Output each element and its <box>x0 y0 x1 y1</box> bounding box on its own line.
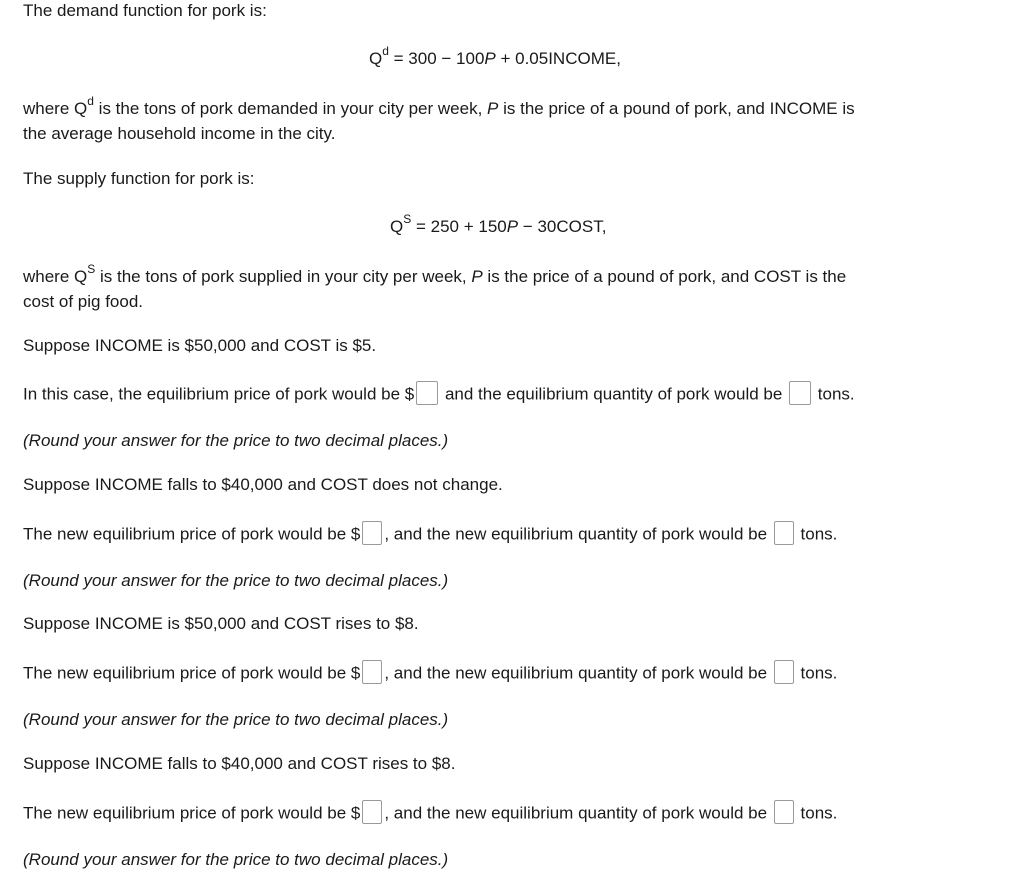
supply-definition-line-2: cost of pig food. <box>23 292 144 311</box>
scenario-4-question: The new equilibrium price of pork would be $ , and the new equilibrium quantity of pork would be tons. <box>23 802 837 826</box>
scenario-2-rounding-note: (Round your answer for the price to two decimal places.) <box>23 571 449 590</box>
scenario-1-quantity-input[interactable] <box>789 381 811 405</box>
scenario-4-quantity-input[interactable] <box>774 800 794 824</box>
supply-equation: $Q^S = 250 + 150P$ − 30COST, <box>390 212 607 236</box>
demand-heading: The demand function for pork is: <box>23 1 267 20</box>
scenario-4-condition: Suppose INCOME falls to $40,000 and COST rises to $8. <box>23 754 456 773</box>
demand-definition-line-1: where $Q^d$ is the tons of pork demanded in your city per week, P is the price of a pound of pork, and INCOME is <box>23 94 855 118</box>
scenario-2-quantity-input[interactable] <box>774 521 794 545</box>
scenario-1-rounding-note: (Round your answer for the price to two decimal places.) <box>23 431 449 450</box>
scenario-1-condition: Suppose INCOME is $50,000 and COST is $5. <box>23 336 377 355</box>
scenario-3-rounding-note: (Round your answer for the price to two decimal places.) <box>23 710 449 729</box>
scenario-3-quantity-input[interactable] <box>774 660 794 684</box>
demand-equation: $Q^d = 300 - 100P$ + 0.05INCOME, <box>369 44 621 68</box>
supply-heading: The supply function for pork is: <box>23 169 255 188</box>
scenario-3-question: The new equilibrium price of pork would be $ , and the new equilibrium quantity of pork would be tons. <box>23 662 837 686</box>
scenario-4-price-input[interactable] <box>362 800 382 824</box>
scenario-1-question: In this case, the equilibrium price of pork would be $ and the equilibrium quantity of pork would be tons. <box>23 383 855 407</box>
scenario-2-condition: Suppose INCOME falls to $40,000 and COST does not change. <box>23 475 503 494</box>
scenario-3-condition: Suppose INCOME is $50,000 and COST rises to $8. <box>23 614 419 633</box>
scenario-3-price-input[interactable] <box>362 660 382 684</box>
scenario-1-price-input[interactable] <box>416 381 438 405</box>
scenario-2-price-input[interactable] <box>362 521 382 545</box>
supply-definition-line-1: where $Q^S$ is the tons of pork supplied in your city per week, P is the price of a pound of pork, and COST is the <box>23 262 847 286</box>
demand-definition-line-2: the average household income in the city. <box>23 124 336 143</box>
scenario-2-question: The new equilibrium price of pork would be $ , and the new equilibrium quantity of pork would be tons. <box>23 523 837 547</box>
scenario-4-rounding-note: (Round your answer for the price to two decimal places.) <box>23 850 449 869</box>
